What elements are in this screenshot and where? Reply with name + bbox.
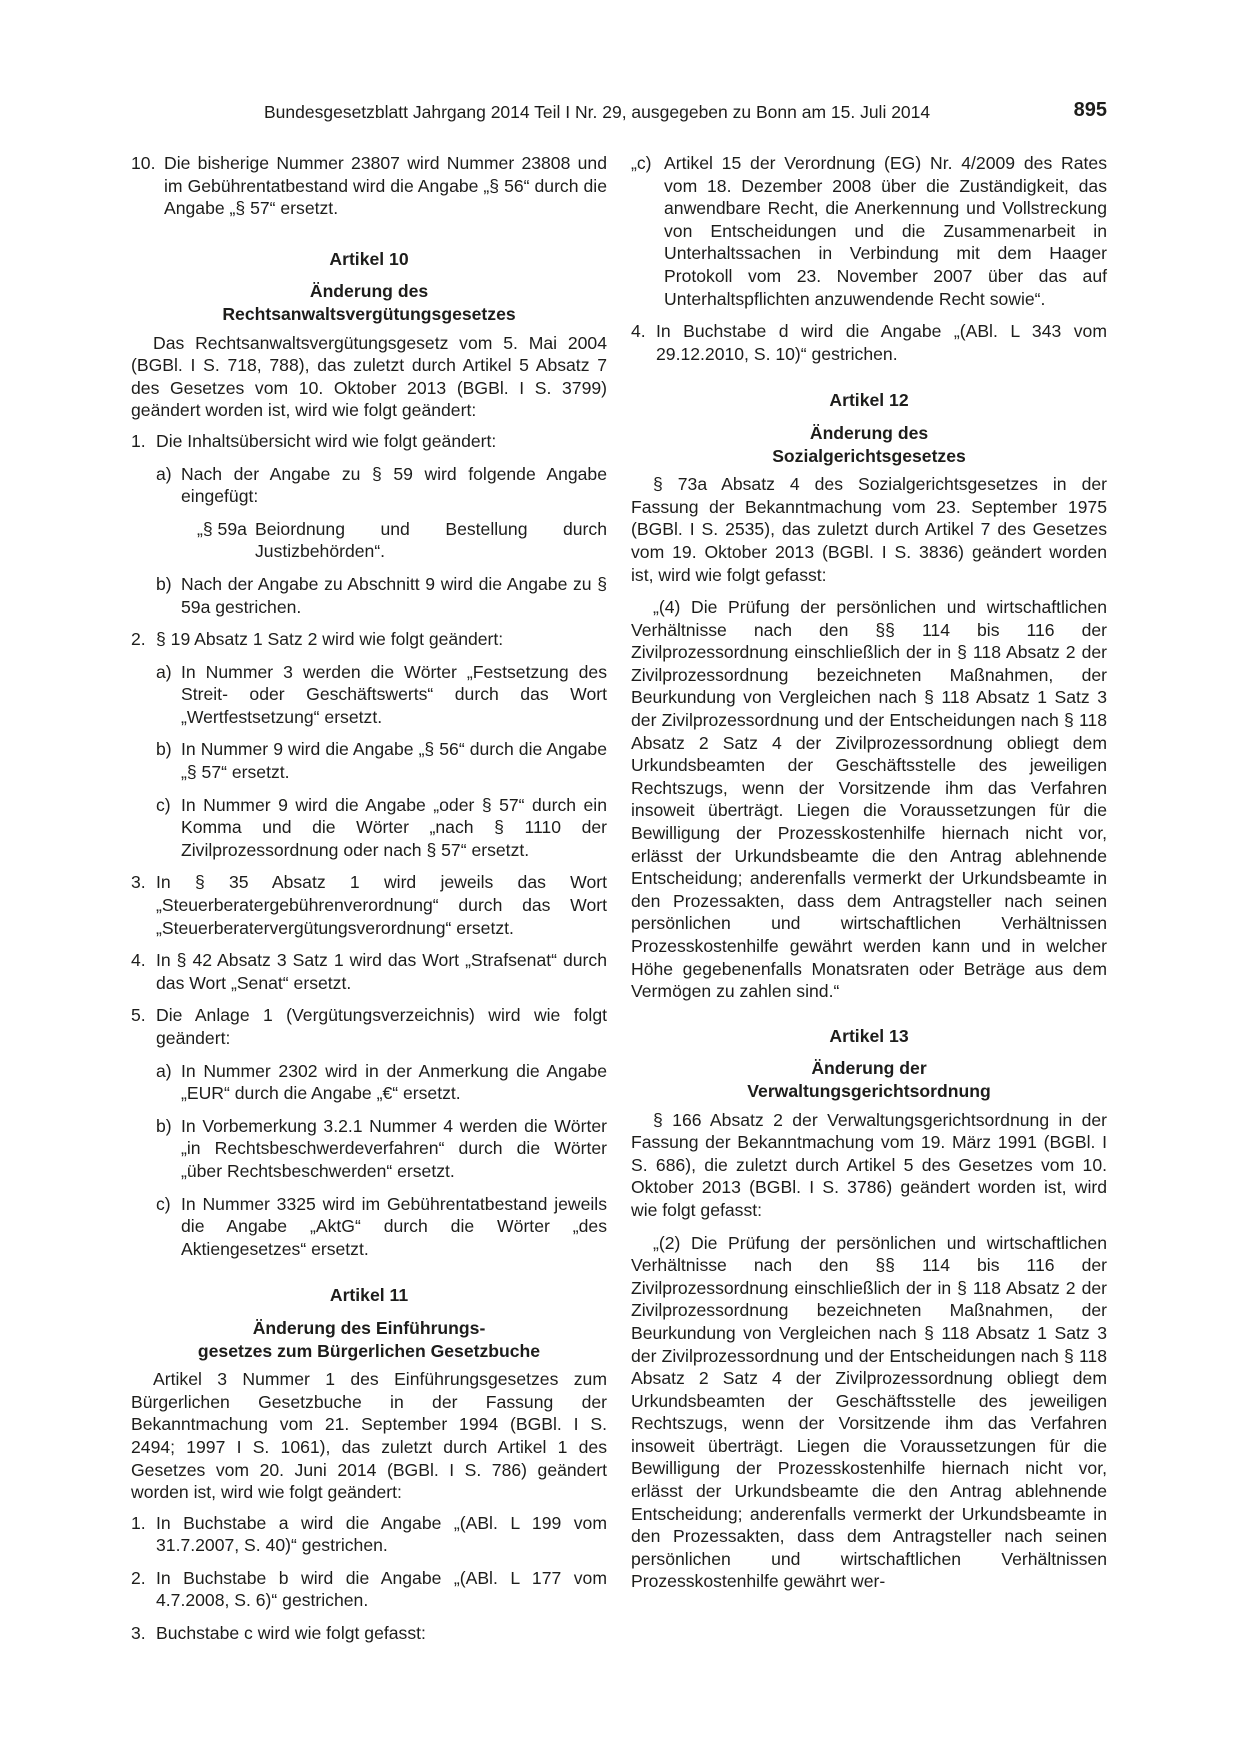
item-text: In § 35 Absatz 1 wird jeweils das Wort „Steuerberatergebührenverordnung“ durch das Wort „Steuerberatervergütungsverordnung“ ersetzt. bbox=[156, 872, 607, 938]
left-column bbox=[131, 152, 607, 1655]
quoted-entry bbox=[197, 518, 607, 563]
article-title-line: Sozialgerichtsgesetzes bbox=[772, 445, 966, 466]
item-label: 3. bbox=[131, 872, 146, 893]
item-label: a) bbox=[156, 463, 172, 484]
item-text: Die Inhaltsübersicht wird wie folgt geändert: bbox=[156, 430, 497, 451]
sub-item bbox=[156, 463, 607, 508]
article-number: Artikel 13 bbox=[829, 1025, 909, 1046]
list-item bbox=[131, 949, 607, 994]
item-label: 10. bbox=[131, 153, 156, 173]
right-column bbox=[631, 152, 1107, 1593]
item-label: 5. bbox=[131, 1005, 146, 1026]
item-label: 2. bbox=[131, 629, 146, 650]
item-text: Die Anlage 1 (Vergütungsverzeichnis) wird wie folgt geändert: bbox=[156, 1005, 607, 1048]
item-label: a) bbox=[156, 1060, 172, 1081]
item-text: Nach der Angabe zu Abschnitt 9 wird die Angabe zu § 59a gestrichen. bbox=[181, 573, 607, 617]
quoted-entry-label: „§ 59a bbox=[197, 518, 247, 539]
article-title-line: Änderung des Einführungs- bbox=[252, 1317, 486, 1338]
article-number: Artikel 10 bbox=[329, 248, 409, 269]
item-label: 2. bbox=[131, 1567, 146, 1588]
sub-item bbox=[156, 1193, 607, 1261]
item-text: In Buchstabe a wird die Angabe „(ABl. L 199 vom 31.7.2007, S. 40)“ gestrichen. bbox=[156, 1512, 607, 1556]
article-number: Artikel 12 bbox=[829, 390, 909, 411]
item-text: In Nummer 3 werden die Wörter „Festsetzung des Streit- oder Geschäftswerts“ durch das Wort „Wertfestsetzung“ ersetzt. bbox=[181, 661, 607, 727]
item-text: Die bisherige Nummer 23807 wird Nummer 23808 und im Gebührentatbestand wird die Angabe „§ 56“ durch die Angabe „§ 57“ ersetzt. bbox=[164, 153, 607, 219]
sub-item bbox=[156, 661, 607, 729]
item-label: c) bbox=[156, 794, 171, 815]
sub-item bbox=[156, 794, 607, 862]
item-text: In Nummer 2302 wird in der Anmerkung die Angabe „EUR“ durch die Angabe „€“ ersetzt. bbox=[181, 1060, 607, 1104]
sub-item bbox=[156, 1060, 607, 1105]
item-label: „c) bbox=[631, 153, 652, 173]
quoted-paragraph: „(2) Die Prüfung der persönlichen und wirtschaftlichen Verhältnisse nach den §§ 114 bis 116 der Zivilprozessordnung einschließlich der in § 118 Absatz 2 der Zivilprozessordnung bezeichneten Maßnahmen, der Beurkundung von Vergleichen nach § 118 Absatz 1 Satz 3 der Zivilprozessordnung und der Entscheidungen nach § 118 Absatz 2 Satz 4 der Zivilprozessordnung obliegt dem Urkundsbeamten der Geschäftsstelle des jeweiligen Rechtszugs, wenn der Vorsitzende ihm das Verfahren insoweit überträgt. Liegen die Voraussetzungen für die Bewilligung der Prozesskostenhilfe hiernach nicht vor, erlässt der Urkundsbeamte die den Antrag ablehnende Entscheidung; anderenfalls vermerkt der Urkundsbeamte in den Prozessakten, dass dem Antragsteller nach seinen persönlichen und wirtschaftlichen Verhältnissen Prozesskostenhilfe gewährt wer- bbox=[631, 1232, 1107, 1592]
article-title-line: Verwaltungsgerichtsordnung bbox=[747, 1080, 991, 1101]
page-header bbox=[264, 100, 1107, 126]
list-item bbox=[131, 1622, 607, 1645]
sub-item bbox=[156, 1115, 607, 1183]
list-item bbox=[131, 1004, 607, 1049]
item-text: Artikel 15 der Verordnung (EG) Nr. 4/2009 des Rates vom 18. Dezember 2008 über die Zuständigkeit, das anwendbare Recht, die Anerkennung und Vollstreckung von Entscheidungen und die Zusammenarbeit in Unterhaltssachen in Verbindung mit dem Haager Protokoll vom 23. November 2007 über das auf Unterhaltspflichten anzuwendende Recht sowie“. bbox=[664, 153, 1107, 309]
item-label: 1. bbox=[131, 430, 146, 451]
item-label: c) bbox=[156, 1193, 171, 1214]
item-label: a) bbox=[156, 661, 172, 682]
page-number: 895 bbox=[1073, 99, 1107, 121]
item-label: 3. bbox=[131, 1623, 146, 1644]
sub-item bbox=[156, 573, 607, 618]
list-item bbox=[131, 1512, 607, 1557]
item-text: In Buchstabe b wird die Angabe „(ABl. L 177 vom 4.7.2008, S. 6)“ gestrichen. bbox=[156, 1567, 607, 1611]
quoted-paragraph: „(4) Die Prüfung der persönlichen und wirtschaftlichen Verhältnisse nach den §§ 114 bis 116 der Zivilprozessordnung einschließlich der in § 118 Absatz 2 der Zivilprozessordnung bezeichneten Maßnahmen, der Beurkundung von Vergleichen nach § 118 Absatz 1 Satz 3 der Zivilprozessordnung und der Entscheidungen nach § 118 Absatz 2 Satz 4 der Zivilprozessordnung obliegt dem Urkundsbeamten der Geschäftsstelle des jeweiligen Rechtszugs, wenn der Vorsitzende ihm das Verfahren insoweit überträgt. Liegen die Voraussetzungen für die Bewilligung der Prozesskostenhilfe hiernach nicht vor, erlässt der Urkundsbeamte die den Antrag ablehnende Entscheidung; anderenfalls vermerkt der Urkundsbeamte in den Prozessakten, dass dem Antragsteller nach seinen persönlichen und wirtschaftlichen Verhältnissen Prozesskostenhilfe gewährt werden kann und in welcher Höhe gegebenenfalls Monatsraten oder Beträge aus dem Vermögen zu zahlen sind.“ bbox=[631, 597, 1107, 1002]
list-item bbox=[631, 152, 1107, 310]
article-intro: Artikel 3 Nummer 1 des Einführungsgesetzes zum Bürgerlichen Gesetzbuche in der Fassung der Bekanntmachung vom 21. September 1994 (BGBl. I S. 2494; 1997 I S. 1061), das zuletzt durch Artikel 1 des Gesetzes vom 20. Juni 2014 (BGBl. I S. 786) geändert worden ist, wird wie folgt geändert: bbox=[131, 1369, 607, 1503]
header-title: Bundesgesetzblatt Jahrgang 2014 Teil I Nr. 29, ausgegeben zu Bonn am 15. Juli 2014 bbox=[264, 102, 931, 122]
article-title-line: Änderung des bbox=[309, 281, 429, 302]
item-text: In Nummer 3325 wird im Gebührentatbestand jeweils die Angabe „AktG“ durch die Wörter „des Aktiengesetzes“ ersetzt. bbox=[181, 1193, 607, 1259]
article-intro: § 73a Absatz 4 des Sozialgerichtsgesetzes in der Fassung der Bekanntmachung vom 23. September 1975 (BGBl. I S. 2535), das zuletzt durch Artikel 7 des Gesetzes vom 19. Oktober 2013 (BGBl. I S. 3836) geändert worden ist, wird wie folgt gefasst: bbox=[631, 474, 1107, 585]
item-label: 1. bbox=[131, 1512, 146, 1533]
quoted-entry-text: Beiordnung und Bestellung durch Justizbehörden“. bbox=[255, 518, 607, 562]
list-item bbox=[131, 1567, 607, 1612]
article-title-line: Änderung der bbox=[811, 1058, 927, 1079]
list-item bbox=[131, 152, 607, 220]
sub-item bbox=[156, 738, 607, 783]
article-title-line: gesetzes zum Bürgerlichen Gesetzbuche bbox=[197, 1340, 541, 1361]
item-text: In Vorbemerkung 3.2.1 Nummer 4 werden die Wörter „in Rechtsbeschwerdeverfahren“ durch die Wörter „über Rechtsbeschwerden“ ersetzt. bbox=[181, 1115, 607, 1181]
article-title-line: Änderung des bbox=[809, 422, 929, 443]
article-intro: § 166 Absatz 2 der Verwaltungsgerichtsordnung in der Fassung der Bekanntmachung vom 19. März 1991 (BGBl. I S. 686), die zuletzt durch Artikel 5 des Gesetzes vom 10. Oktober 2013 (BGBl. I S. 3786) geändert worden ist, wird wie folgt gefasst: bbox=[631, 1109, 1107, 1220]
item-text: In Nummer 9 wird die Angabe „oder § 57“ durch ein Komma und die Wörter „nach § 1110 der Zivilprozessordnung oder nach § 57“ ersetzt. bbox=[181, 794, 607, 860]
item-label: b) bbox=[156, 739, 172, 760]
article-title-line: Rechtsanwaltsvergütungsgesetzes bbox=[222, 303, 516, 324]
item-text: Nach der Angabe zu § 59 wird folgende Angabe eingefügt: bbox=[181, 463, 607, 507]
list-item bbox=[131, 430, 607, 453]
list-item bbox=[631, 320, 1107, 365]
item-text: Buchstabe c wird wie folgt gefasst: bbox=[156, 1623, 426, 1644]
item-label: b) bbox=[156, 573, 172, 594]
item-text: In Buchstabe d wird die Angabe „(ABl. L 343 vom 29.12.2010, S. 10)“ gestrichen. bbox=[656, 321, 1107, 364]
item-label: 4. bbox=[631, 321, 646, 342]
article-number: Artikel 11 bbox=[329, 1285, 409, 1306]
list-item bbox=[131, 628, 607, 651]
item-text: § 19 Absatz 1 Satz 2 wird wie folgt geändert: bbox=[156, 629, 504, 650]
item-text: In § 42 Absatz 3 Satz 1 wird das Wort „Strafsenat“ durch das Wort „Senat“ ersetzt. bbox=[156, 950, 607, 993]
list-item bbox=[131, 871, 607, 939]
item-label: b) bbox=[156, 1115, 172, 1136]
item-label: 4. bbox=[131, 950, 146, 971]
item-text: In Nummer 9 wird die Angabe „§ 56“ durch die Angabe „§ 57“ ersetzt. bbox=[181, 739, 607, 783]
article-intro: Das Rechtsanwaltsvergütungsgesetz vom 5. Mai 2004 (BGBl. I S. 718, 788), das zuletzt durch Artikel 5 Absatz 7 des Gesetzes vom 10. Oktober 2013 (BGBl. I S. 3799) geändert worden ist, wird wie folgt geändert: bbox=[131, 332, 607, 421]
